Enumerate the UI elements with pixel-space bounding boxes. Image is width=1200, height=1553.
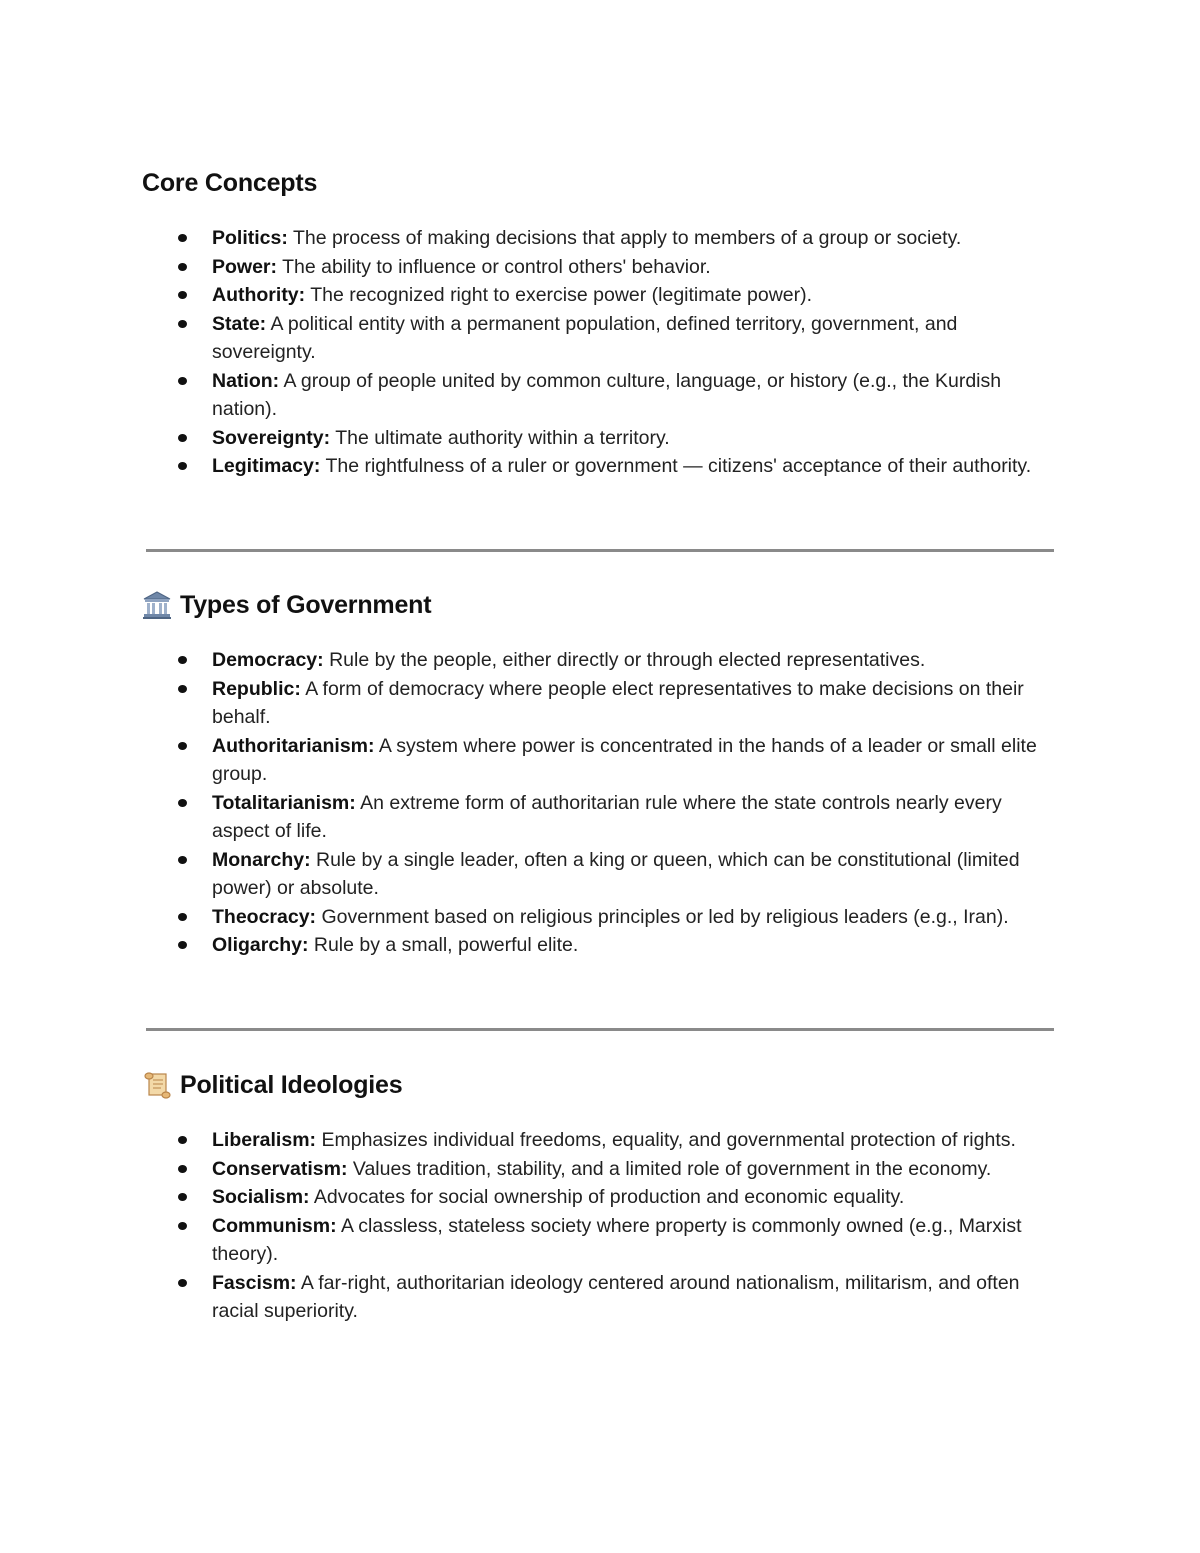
section-heading bbox=[142, 1069, 1062, 1101]
term-definition: A classless, stateless society where property is commonly owned (e.g., Marxist theory). bbox=[212, 1214, 1022, 1265]
bullet bbox=[178, 799, 187, 807]
list-item bbox=[142, 310, 1062, 367]
term-definition: The rightfulness of a ruler or government — citizens' acceptance of their authority. bbox=[325, 455, 1032, 477]
section-title: Political Ideologies bbox=[180, 1071, 403, 1099]
section-heading bbox=[142, 167, 1062, 199]
bullet bbox=[178, 291, 187, 299]
list-item bbox=[142, 1269, 1062, 1326]
term-list bbox=[142, 224, 1062, 481]
term-definition: Values tradition, stability, and a limited role of government in the economy. bbox=[352, 1157, 992, 1180]
term-label: Theocracy: bbox=[212, 905, 317, 928]
section-title: Core Concepts bbox=[142, 169, 318, 197]
term-definition: The ability to influence or control others' behavior. bbox=[282, 255, 711, 278]
term-label: Nation: bbox=[212, 369, 280, 392]
bullet bbox=[178, 1165, 187, 1173]
section-heading bbox=[142, 589, 1062, 621]
term-label: Sovereignty: bbox=[212, 426, 331, 449]
bullet bbox=[178, 941, 187, 949]
bullet bbox=[178, 1279, 187, 1287]
bullet bbox=[178, 263, 187, 271]
term-definition: The ultimate authority within a territory. bbox=[335, 426, 670, 449]
term-definition: Emphasizes individual freedoms, equality, and governmental protection of rights. bbox=[321, 1129, 1016, 1151]
bullet bbox=[178, 856, 187, 864]
term-definition: A group of people united by common culture, language, or history (e.g., the Kurdish nation). bbox=[212, 369, 1002, 420]
section-political-ideologies bbox=[142, 1069, 1062, 1326]
list-item bbox=[142, 253, 1062, 282]
bullet bbox=[178, 434, 187, 442]
list-item bbox=[142, 732, 1062, 789]
list-item bbox=[142, 903, 1062, 932]
term-definition: Rule by a small, powerful elite. bbox=[313, 934, 579, 956]
term-label: Authority: bbox=[212, 284, 306, 306]
list-item bbox=[142, 789, 1062, 846]
term-label: State: bbox=[212, 312, 267, 335]
section-core-concepts bbox=[142, 167, 1062, 481]
bullet bbox=[178, 1136, 187, 1144]
term-definition: A far-right, authoritarian ideology centered around nationalism, militarism, and often racial superiority. bbox=[212, 1271, 1020, 1322]
term-definition: A political entity with a permanent population, defined territory, government, and sovereignty. bbox=[212, 312, 958, 363]
term-definition: Government based on religious principles or led by religious leaders (e.g., Iran). bbox=[321, 905, 1009, 928]
bullet bbox=[178, 1193, 187, 1201]
term-label: Power: bbox=[212, 255, 278, 278]
bullet bbox=[178, 320, 187, 328]
bullet bbox=[178, 234, 187, 242]
list-item bbox=[142, 1212, 1062, 1269]
bullet bbox=[178, 462, 187, 470]
term-label: Politics: bbox=[212, 227, 288, 249]
term-definition: Rule by a single leader, often a king or queen, which can be constitutional (limited power) or absolute. bbox=[212, 848, 1020, 899]
term-definition: Advocates for social ownership of production and economic equality. bbox=[313, 1186, 905, 1208]
list-item bbox=[142, 931, 1062, 960]
term-label: Monarchy: bbox=[212, 848, 311, 871]
classical-building-icon bbox=[142, 590, 172, 620]
list-item bbox=[142, 424, 1062, 453]
horizontal-divider bbox=[146, 1028, 1054, 1031]
list-item bbox=[142, 224, 1062, 253]
term-definition: The process of making decisions that apply to members of a group or society. bbox=[292, 227, 962, 249]
list-item bbox=[142, 646, 1062, 675]
section-title: Types of Government bbox=[180, 591, 432, 619]
bullet bbox=[178, 656, 187, 664]
term-label: Republic: bbox=[212, 677, 301, 700]
term-definition: An extreme form of authoritarian rule where the state controls nearly every aspect of life. bbox=[212, 791, 1002, 842]
list-item bbox=[142, 281, 1062, 310]
scroll-icon bbox=[142, 1070, 172, 1100]
list-item bbox=[142, 675, 1062, 732]
list-item bbox=[142, 1126, 1062, 1155]
term-label: Conservatism: bbox=[212, 1157, 348, 1180]
list-item bbox=[142, 1155, 1062, 1184]
term-label: Communism: bbox=[212, 1214, 337, 1237]
term-label: Authoritarianism: bbox=[212, 734, 375, 757]
list-item bbox=[142, 452, 1062, 481]
term-label: Totalitarianism: bbox=[212, 791, 356, 814]
term-label: Legitimacy: bbox=[212, 455, 321, 477]
term-definition: A form of democracy where people elect representatives to make decisions on their behalf. bbox=[212, 677, 1024, 728]
bullet bbox=[178, 742, 187, 750]
term-label: Liberalism: bbox=[212, 1129, 317, 1151]
bullet bbox=[178, 913, 187, 921]
section-types-of-government bbox=[142, 589, 1062, 960]
horizontal-divider bbox=[146, 549, 1054, 552]
term-label: Fascism: bbox=[212, 1271, 297, 1294]
term-definition: A system where power is concentrated in the hands of a leader or small elite group. bbox=[212, 734, 1037, 785]
term-definition: The recognized right to exercise power (legitimate power). bbox=[310, 284, 813, 306]
bullet bbox=[178, 685, 187, 693]
bullet bbox=[178, 377, 187, 385]
term-definition: Rule by the people, either directly or through elected representatives. bbox=[329, 649, 926, 671]
term-list bbox=[142, 1126, 1062, 1326]
term-label: Democracy: bbox=[212, 649, 324, 671]
term-label: Oligarchy: bbox=[212, 934, 309, 956]
term-list bbox=[142, 646, 1062, 960]
list-item bbox=[142, 846, 1062, 903]
bullet bbox=[178, 1222, 187, 1230]
list-item bbox=[142, 1183, 1062, 1212]
term-label: Socialism: bbox=[212, 1186, 310, 1208]
list-item bbox=[142, 367, 1062, 424]
